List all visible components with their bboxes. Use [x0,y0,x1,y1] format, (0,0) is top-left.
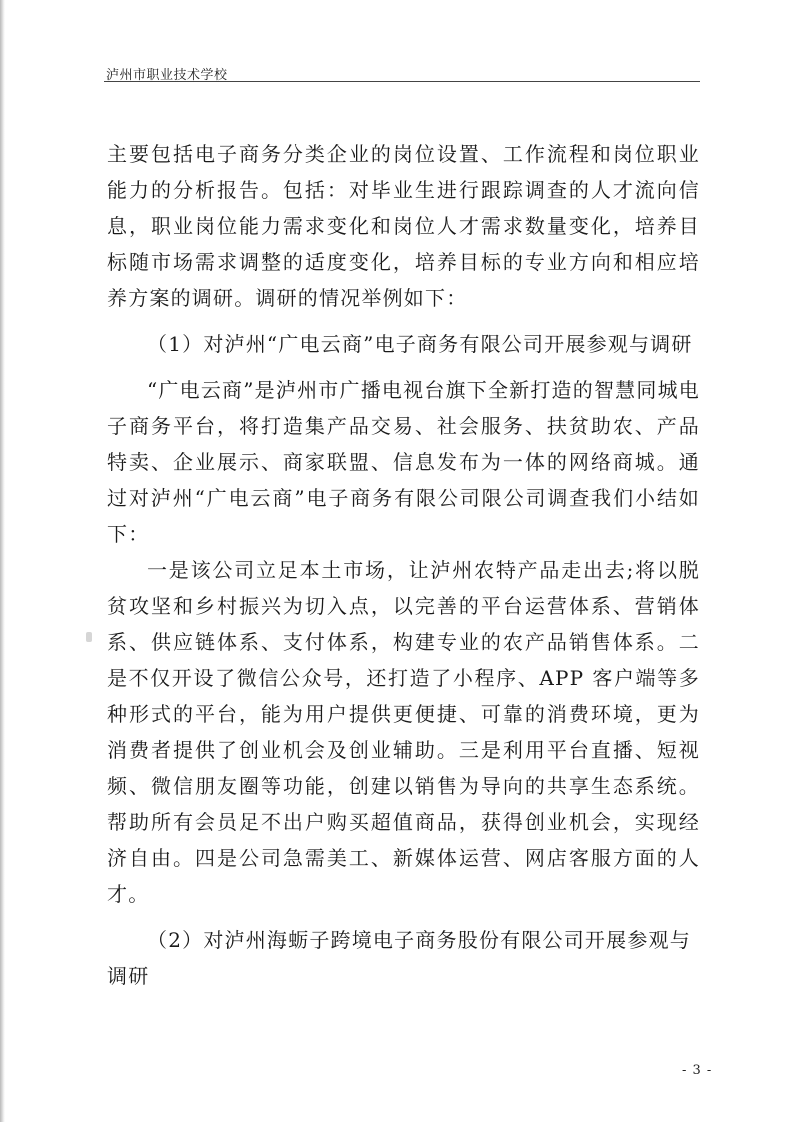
page-number: - 3 - [682,1063,713,1078]
section-1-paragraph-2: 一是该公司立足本土市场，让泸州农特产品走出去;将以脱贫攻坚和乡村振兴为切入点，以完善的平台运营体系、营销体系、供应链体系、支付体系，构建专业的农产品销售体系。二是不仅开设了微信公众号，还打造了小程序、APP 客户端等多种形式的平台，能为用户提供更便捷、可靠的消费环境，更为消费者提供了创业机会及创业辅助。三是利用平台直播、短视频、微信朋友圈等功能，创建以销售为导向的共享生态系统。帮助所有会员足不出户购买超值商品，获得创业机会，实现经济自由。四是公司急需美工、新媒体运营、网店客服方面的人才。 [107,558,700,906]
scan-artifact [86,632,92,642]
section-2-heading: （2）对泸州海蛎子跨境电子商务股份有限公司开展参观与调研 [107,928,691,988]
section-1-paragraph-1: “广电云商”是泸州市广播电视台旗下全新打造的智慧同城电子商务平台，将打造集产品交易、社会服务、扶贫助农、产品特卖、企业展示、商家联盟、信息发布为一体的网络商城。通过对泸州“广电云商”电子商务有限公司限公司调查我们小结如下： [107,378,700,546]
intro-paragraph: 主要包括电子商务分类企业的岗位设置、工作流程和岗位职业能力的分析报告。包括：对毕业生进行跟踪调查的人才流向信息，职业岗位能力需求变化和岗位人才需求数量变化，培养目标随市场需求调整的适度变化，培养目标的专业方向和相应培养方案的调研。调研的情况举例如下： [107,142,700,310]
scan-left-edge [0,0,5,1122]
page-header-school-name: 泸州市职业技术学校 [106,68,228,83]
page-body [107,136,700,994]
header-rule [104,81,700,82]
section-1-heading: （1）对泸州“广电云商”电子商务有限公司开展参观与调研 [147,332,693,356]
